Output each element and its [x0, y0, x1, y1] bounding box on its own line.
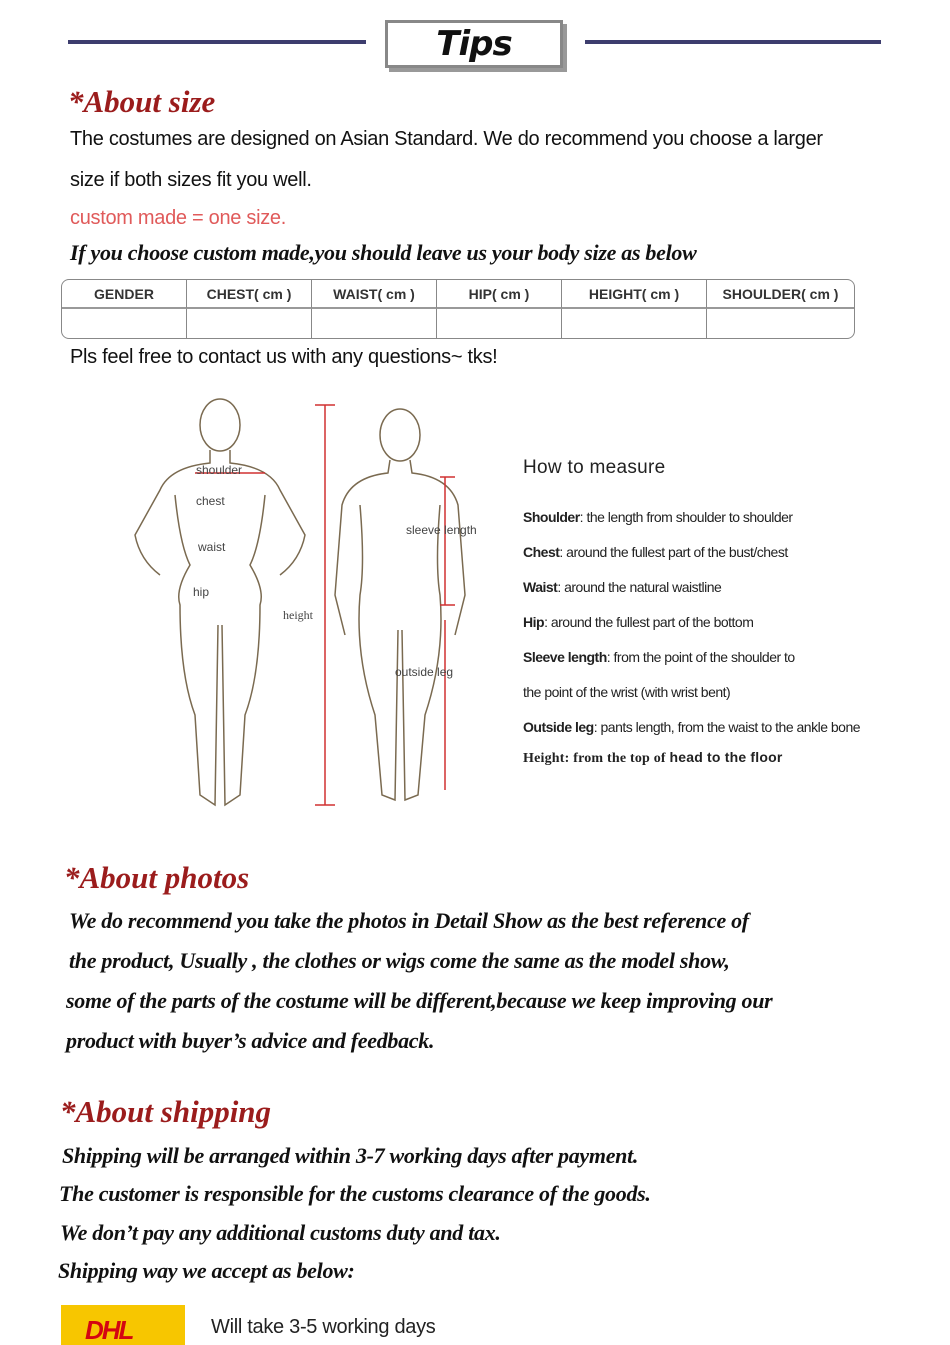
label-height: height: [283, 608, 313, 622]
cell-shoulder[interactable]: [707, 309, 854, 338]
size-table: [61, 279, 855, 339]
tips-title: Tips: [385, 20, 563, 68]
label-shoulder: shoulder: [196, 463, 243, 477]
custom-made-note: custom made = one size.: [70, 207, 286, 229]
col-waist: WAIST( cm ): [312, 280, 437, 309]
body-measurement-diagram: [120, 395, 500, 820]
photos-text-2: the product, Usually , the clothes or wigs come the same as the model show,: [69, 948, 730, 973]
shipping-text-4: Shipping way we accept as below:: [58, 1258, 355, 1283]
desc: : around the fullest part of the bust/chest: [559, 544, 788, 560]
dhl-delivery-note: Will take 3-5 working days: [211, 1316, 436, 1338]
photos-text-1: We do recommend you take the photos in Detail Show as the best reference of: [69, 908, 749, 933]
about-shipping-heading: *About shipping: [60, 1094, 272, 1129]
desc: : around the natural waistline: [557, 579, 722, 595]
term: Outside leg: [523, 719, 594, 735]
measure-waist: [523, 579, 721, 595]
shipping-text-2: The customer is responsible for the customs clearance of the goods.: [59, 1181, 651, 1206]
contact-note: Pls feel free to contact us with any questions~ tks!: [70, 346, 498, 368]
dhl-logo: [61, 1305, 185, 1345]
dhl-logo-text: DHL: [85, 1315, 133, 1345]
col-shoulder: SHOULDER( cm ): [707, 280, 854, 309]
photos-text-4: product with buyer’s advice and feedback.: [66, 1028, 435, 1053]
measure-outside-leg: [523, 719, 860, 735]
divider-right: [585, 40, 881, 44]
label-chest: chest: [196, 494, 225, 508]
shipping-text-3: We don’t pay any additional customs duty and tax.: [60, 1220, 501, 1245]
desc: the point of the wrist (with wrist bent): [523, 684, 731, 700]
term: Chest: [523, 544, 560, 560]
col-gender: GENDER: [62, 280, 187, 309]
desc: : from the point of the shoulder to: [606, 649, 795, 665]
label-sleeve: sleeve length: [406, 523, 477, 537]
size-text-2: size if both sizes fit you well.: [70, 169, 312, 191]
term: Shoulder: [523, 509, 580, 525]
size-text-1: The costumes are designed on Asian Standard. We do recommend you choose a larger: [70, 128, 823, 150]
cell-chest[interactable]: [187, 309, 312, 338]
desc: : the length from shoulder to shoulder: [579, 509, 793, 525]
desc: head to the floor: [669, 749, 783, 765]
measure-sleeve: [523, 649, 795, 665]
term: Height: from the top of: [523, 751, 670, 766]
col-hip: HIP( cm ): [437, 280, 562, 309]
measure-height: [523, 749, 783, 767]
cell-gender[interactable]: [62, 309, 187, 338]
desc: : pants length, from the waist to the ankle bone: [593, 719, 861, 735]
photos-text-3: some of the parts of the costume will be different,because we keep improving our: [66, 988, 773, 1013]
about-size-heading: *About size: [68, 84, 216, 119]
measure-chest: [523, 544, 788, 560]
term: Hip: [523, 614, 545, 630]
about-photos-heading: *About photos: [64, 860, 250, 895]
cell-waist[interactable]: [312, 309, 437, 338]
col-chest: CHEST( cm ): [187, 280, 312, 309]
term: Sleeve length: [523, 649, 607, 665]
desc: : around the fullest part of the bottom: [544, 614, 754, 630]
label-waist: waist: [198, 540, 226, 554]
divider-left: [68, 40, 366, 44]
term: Waist: [523, 579, 558, 595]
label-hip: hip: [193, 585, 210, 599]
cell-hip[interactable]: [437, 309, 562, 338]
how-to-measure-title: How to measure: [523, 457, 666, 478]
label-outside-leg: outside leg: [395, 665, 454, 679]
measure-shoulder: [523, 509, 793, 525]
cell-height[interactable]: [562, 309, 707, 338]
measure-hip: [523, 614, 753, 630]
front-figure: [135, 399, 305, 805]
custom-instruction: If you choose custom made,you should leave us your body size as below: [70, 240, 697, 265]
col-height: HEIGHT( cm ): [562, 280, 707, 309]
shipping-text-1: Shipping will be arranged within 3-7 working days after payment.: [62, 1143, 639, 1168]
measure-sleeve-cont: [523, 684, 730, 700]
